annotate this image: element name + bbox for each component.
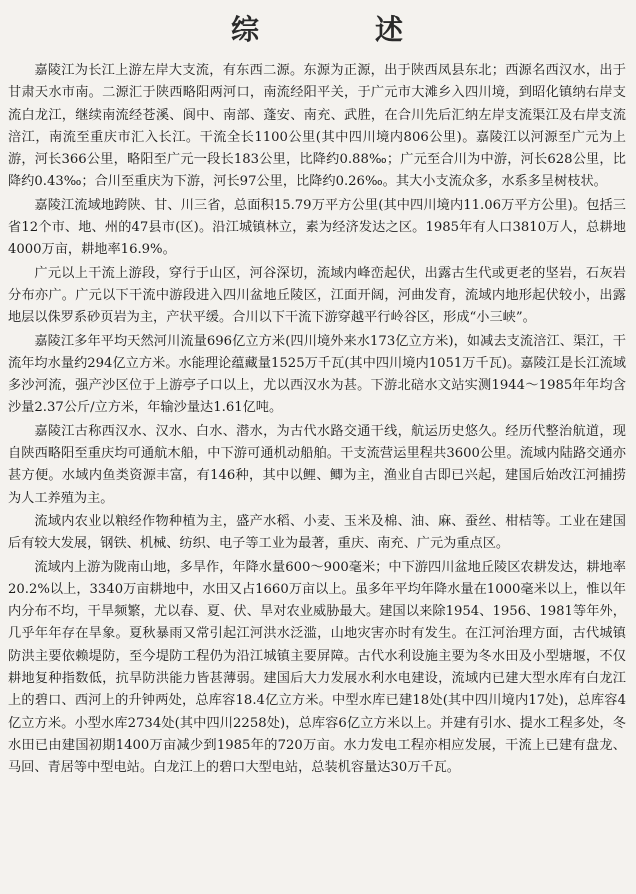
- document-title: 综 述: [230, 13, 447, 46]
- paragraph-6: 流域内农业以粮经作物种植为主，盛产水稻、小麦、玉米及棉、油、麻、蚕丝、柑桔等。工业在建国后有较大发展，钢铁、机械、纺织、电子等工业为最著，重庆、南充、广元为重点区。: [8, 513, 626, 552]
- paragraph-1: 嘉陵江为长江上游左岸大支流，有东西二源。东源为正源，出于陕西凤县东北；西源名西汉水，出于甘肃天水市南。二源汇于陕西略阳两河口，南流经阳平关，于广元市大滩乡入四川境，到昭化镇纳右岸支流白龙江，继续南流经苍溪、阆中、南部、蓬安、南充、武胜，在合川先后汇纳左岸支流渠江及右岸支流涪江，南流至重庆市汇入长江。干流全长1100公里(其中四川境内806公里)。嘉陵江以河源至广元为上游，河长366公里，略阳至广元一段长183公里，比降约0.88‰；广元至合川为中游，河长628公里，比降约0.43‰；合川至重庆为下游，河长97公里，比降约0.26‰。其大小支流众多，水系多呈树枝状。: [8, 63, 626, 190]
- paragraph-3: 广元以上干流上游段，穿行于山区，河谷深切，流域内峰峦起伏，出露古生代或更老的坚岩，石灰岩分布亦广。广元以下干流中游段进入四川盆地丘陵区，江面开阔，河曲发育，流域内地形起伏较小，出露地层以侏罗系砂页岩为主，产状平缓。合川以下干流下游穿越平行岭谷区，形成“小三峡”。: [8, 265, 626, 326]
- paragraph-2: 嘉陵江流域地跨陕、甘、川三省，总面积15.79万平方公里(其中四川境内11.06万平方公里)。包括三省12个市、地、州的47县市(区)。沿江城镇林立，素为经济发达之区。1985年有人口3810万人，总耕地4000万亩，耕地率16.9%。: [8, 197, 626, 258]
- paragraph-5: 嘉陵江古称西汉水、汉水、白水、潜水，为古代水路交通干线，航运历史悠久。经历代整治航道，现自陕西略阳至重庆均可通航木船，中下游可通机动船舶。干支流营运里程共3600公里。流域内陆路交通亦甚方便。水域内鱼类资源丰富，有146种，其中以鲤、鲫为主，渔业自古即已兴起，建国后始改江河捕捞为人工养殖为主。: [8, 423, 626, 506]
- paragraph-7: 流域内上游为陇南山地，多旱作，年降水量600～900毫米；中下游四川盆地丘陵区农耕发达，耕地率20.2%以上，3340万亩耕地中，水田又占1660万亩以上。虽多年平均年降水量在1000毫米以上，惟以年内分布不均，干旱频繁，尤以春、夏、伏、旱对农业威胁最大。建国以来除1954、1956、1981等年外，几乎年年存在旱象。夏秋暴雨又常引起江河洪水泛滥，山地灾害亦时有发生。在江河治理方面，古代城镇防洪主要依赖堤防，至今堤防工程仍为沿江城镇主要屏障。古代水利设施主要为冬水田及小型塘堰，不仅耕地复种指数低，抗旱防洪能力皆甚薄弱。建国后大力发展水利水电建设，流域内已建大型水库有白龙江上的碧口、西河上的升钟两处，总库容18.4亿立方米。中型水库已建18处(其中四川境内17处)，总库容4亿立方米。小型水库2734处(其中四川2258处)，总库容6亿立方米以上。并建有引水、提水工程多处，冬水田已由建国初期1400万亩减少到1985年的720万亩。水力发电工程亦相应发展，干流上已建有盘龙、马回、青居等中型电站。白龙江上的碧口大型电站，总装机容量达30万千瓦。: [8, 559, 626, 776]
- paragraph-4: 嘉陵江多年平均天然河川流量696亿立方米(四川境外来水173亿立方米)，如减去支流涪江、渠江，干流年均水量约294亿立方米。水能理论蕴藏量1525万千瓦(其中四川境内1051万千瓦)。嘉陵江是长江流域多沙河流，强产沙区位于上游亭子口以上，尤以西汉水为甚。下游北碚水文站实测1944～1985年年均含沙量2.37公斤/立方米，年输沙量达1.61亿吨。: [8, 333, 626, 416]
